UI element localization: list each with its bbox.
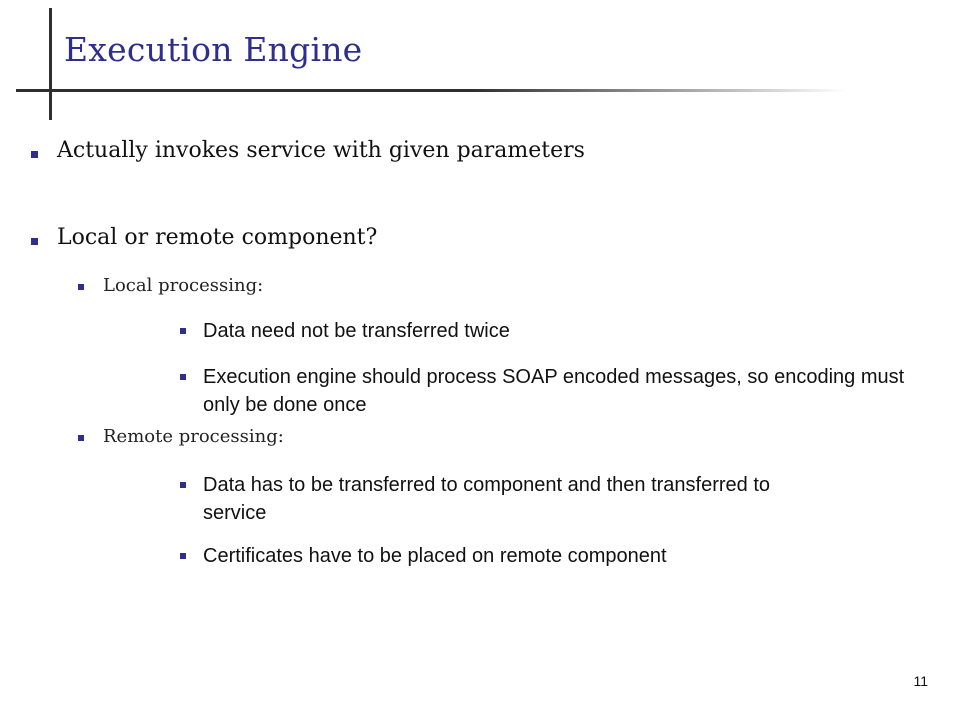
sub-bullet-marker (78, 435, 84, 441)
remote-processing-label: Remote processing: (103, 426, 284, 447)
decorative-horizontal-line (16, 89, 846, 92)
local-item-text: Execution engine should process SOAP encoded messages, so encoding must only be done once (203, 366, 905, 416)
bullet-text: Local or remote component? (57, 225, 378, 250)
detail-bullet-marker (180, 482, 186, 488)
remote-item-text: Data has to be transferred to component and then transferred to service (203, 474, 771, 524)
page-number: 11 (913, 673, 928, 689)
bullet-marker (31, 238, 38, 245)
remote-item-text: Certificates have to be placed on remote component (203, 545, 667, 567)
detail-bullet-marker (180, 553, 186, 559)
local-item-text: Data need not be transferred twice (203, 320, 510, 342)
sub-bullet-marker (78, 284, 84, 290)
slide-title: Execution Engine (64, 30, 363, 69)
bullet-text: Actually invokes service with given parameters (57, 138, 585, 163)
decorative-vertical-line (49, 8, 52, 120)
local-processing-label: Local processing: (103, 275, 264, 296)
detail-bullet-marker (180, 328, 186, 334)
bullet-marker (31, 151, 38, 158)
detail-bullet-marker (180, 374, 186, 380)
